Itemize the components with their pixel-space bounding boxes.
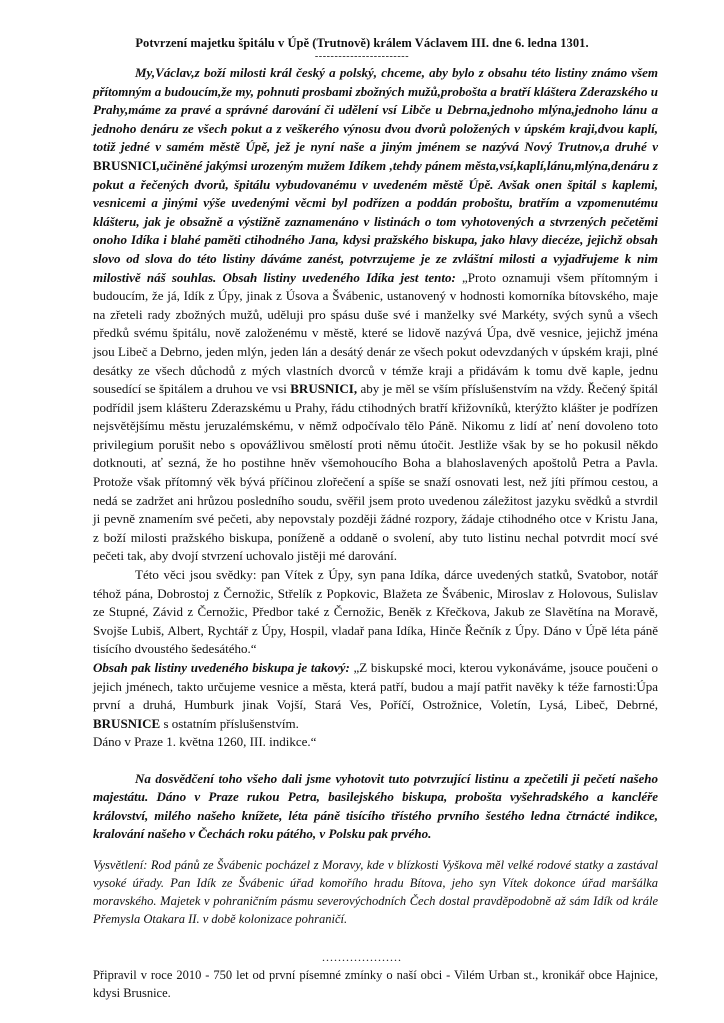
bishop-dated-line: Dáno v Praze 1. května 1260, III. indikce.“ [93, 734, 317, 750]
bishop-text-1: „Z biskupské moci, kterou vykonáváme, jsouce poučeni o jejich jménech, takto určujeme vesnice a města, která patří, budou a mají patřit navěky k téže farnosti:Úpa první a druhá, Humburk jinak Vojší, Stará Ves, Poříčí, Ostrožnice, Voletín, Lysá, Libeč, Debrné, [93, 660, 659, 713]
document-body [93, 64, 658, 752]
opening-text-continued: ,učiněné jakýmsi urozeným mužem Idíkem ,tehdy pánem města,vsí,kaplí,lánu,mlýna,denáru z pokut a řečených dvorů, špitálu vybudovanému v uvedeném městě Úpě. Avšak onen špitál s kaplemi, vesnicemi a jinými výše uvedenými věcmi byl podřízen a poddán proboštu, bratřím a vzpomenutému klášteru, jak je obsažně a výstižně zaznamenáno v listinách o tom vyhotovených a stvrzených pečetěmi onoho Idíka i blahé paměti ctihodného Jana, kdysi pražského biskupa, jako hlavy diecéze, jejichž obsah slovo od slova do této listiny dáváme zanést, potvrzujeme je ze zvláštní milosti a vyjadřujeme k nim milostivě náš souhlas. Obsah listiny uvedeného Idíka jest tento: [93, 157, 658, 285]
title-underline: ------------------------ [314, 51, 410, 62]
document-title: Potvrzení majetku špitálu v Úpě (Trutnově) králem Václavem III. dne 6. ledna 1301. [135, 36, 589, 50]
idik-charter-text-1: „Proto oznamuji všem přítomným i budoucím, že já, Idík z Úpy, jinak z Úsova a Švábenic, ustanovený v hodnosti komorníka bítovského, maje na zřeteli rady zbožných mužů, uděluji pro spásu duše své i manželky své Markéty, svých synů a všech předků svému špitálu, nově založenému v městě, které se lidově nazývá Úpa, dvě vesnice, jejichž jména jsou Libeč a Debrno, jeden mlýn, jeden lán a desátý denár ze všech pokut odevzdaných v úpském kraji, plné desátky ze všech důchodů z mých vlastních dvorců v témže kraji a přidávám k tomu dvě kaple, jednu sousedící se špitálem a druhou ve vsi [93, 269, 658, 397]
separator-dots: .................... [322, 950, 402, 964]
brusnice-highlight: BRUSNICE [93, 715, 161, 731]
footer-credit: Připravil v roce 2010 - 750 let od první písemné zmínky o naší obci - Vilém Urban st., kronikář obce Hajnice, kdysi Brusnice. [93, 968, 658, 1000]
witnesses-paragraph: Této věci jsou svědky: pan Vítek z Úpy, syn pana Idíka, dárce uvedených statků, Svatobor, notář téhož pána, Dobrostoj z Černožic, Střelík z Popkovic, Blažeta ze Švábenic, Miroslav z Holovous, Sulislav ze Stupné, Závid z Černožic, Předbor také z Černožic, Beněk z Křečkova, Jakub ze Slavětína na Moravě, Svojše Lubiš, Albert, Rychtář z Úpy, Hospil, vladař pana Idíka, Hinče Řečník z Úpy. Dáno v Úpě léta páně tisícího dvoustého šedesátého.“ [93, 567, 658, 657]
idik-charter-text-2: aby je měl se vším příslušenstvím na vždy. Řečený špitál podřídil jsem klášteru Zderazskému u Prahy, řádu ctihodných bratří křižovníků, kterýžto klášter je podřízen nejsvětějšímu městu jeruzalémskému, v němž odpočívalo tělo Páně. Nikomu z lidí ať není dovoleno toto privilegium porušit nebo s opovážlivou smělostí proti němu útočit. Jestliže však by se ho pokusil někdo dotknouti, ať sezná, že ho postihne hněv všemohoucího Boha a blahoslavených apoštolů Petra a Pavla. Protože však přítomný věk bývá příčinou zlořečení a spíše se snaží osnovati lest, než jíti přímou cestou, a nedá se zadržet ani hrůzou posledního soudu, svěřil jsem proto uvedenou záležitost jazyku svědků a stvrdil ji pevně znamením své pečeti, aby nepovstaly později žádné rozpory, žádaje ctihodného otce v Kristu Jana, z boží milosti pražského biskupa, poníženě a oddaně o svolení, aby tuto listinu nechal potvrdit mocí své pečeti tak, aby dvojí stvrzení uchovalo jistěji mé darování. [93, 381, 658, 564]
conclusion-paragraph: Na dosvědčení toho všeho dali jsme vyhotovit tuto potvrzující listinu a zpečetili ji pečetí našeho majestátu. Dáno v Praze rukou Petra, basilejského biskupa, probošta vyšehradského a kancléře království, milého našeho knížete, léta páně tisícího třístého prvního šestého ledna čtrnácté indikce, kralování našeho v Čechách roku pátého, v Polsku pak prvého. [93, 771, 658, 842]
bishop-text-2: s ostatním příslušenstvím. [160, 715, 299, 731]
brusnici-highlight-1: BRUSNICI [93, 157, 157, 173]
main-paragraph [93, 64, 658, 566]
explanation-note: Vysvětlení: Rod pánů ze Švábenic pocházel z Moravy, kde v blízkosti Vyškova měl velké rodové statky a zastával vysoké úřady. Pan Idík ze Švábenic úřad komořího hradu Bítova, jeho syn Vítek dokonce úřad maršálka moravského. Majetek v pohraničním pásmu severovýchodních Čech dostal pravděpodobně až sám Idík od krále Přemysla Otakara II. v době kolonizace pohraničí. [93, 858, 658, 926]
bishop-intro: Obsah pak listiny uvedeného biskupa je takový: [93, 660, 350, 675]
bishop-paragraph [93, 659, 658, 733]
brusnici-highlight-2: BRUSNICI, [290, 381, 358, 397]
opening-text: My,Václav,z boží milosti král český a polský, chceme, aby bylo z obsahu této listiny známo všem přítomným a budoucím,že my, pohnuti prosbami zbožných mužů,probošta a bratří kláštera Zderazského u Prahy,máme za pravé a správné darování či udělení vsí Libče u Debrna,jednoho mlýna,jednoho lánu a jednoho denáru ze všech pokut a z veškerého výnosu dvou dvorů položených v úpském kraji,dvou kaplí, totiž jedné v samém městě Úpě, jež je nyní naše a jiným jménem se nazývá Nový Trutnov,a druhé v [93, 65, 658, 155]
